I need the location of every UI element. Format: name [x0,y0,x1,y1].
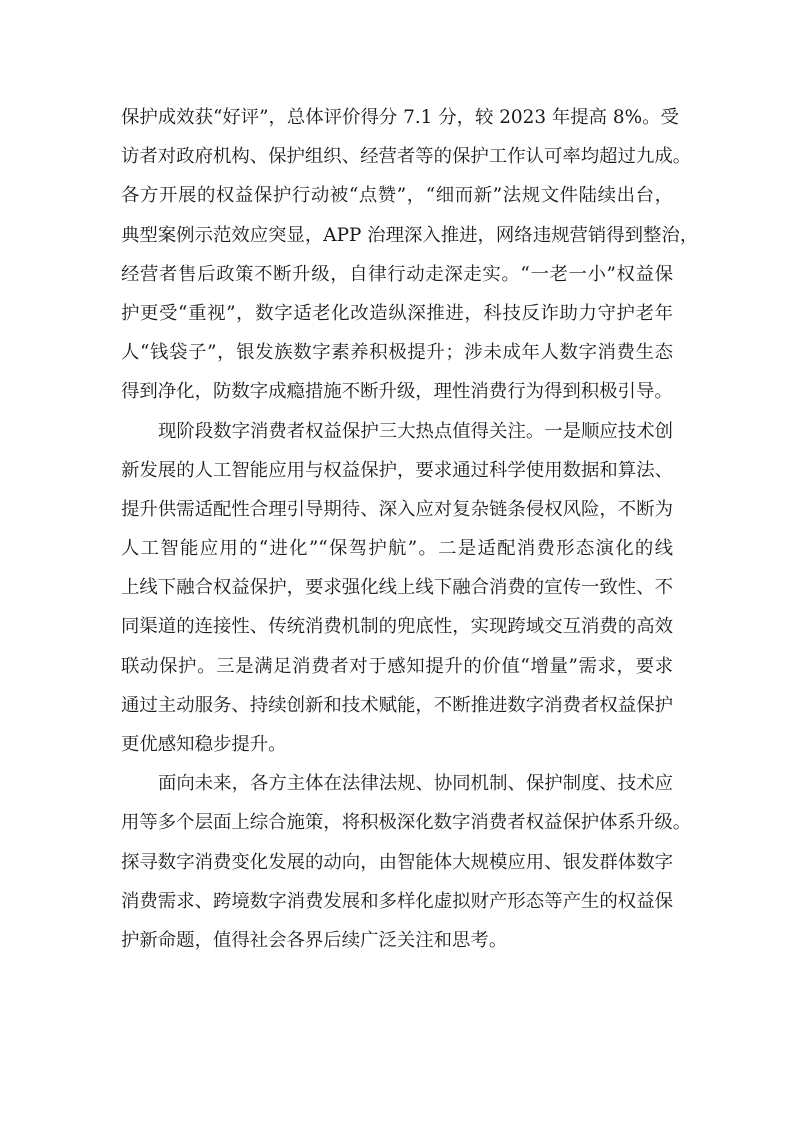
paragraph-2 [121,412,673,765]
text-line: 护新命题，值得社会各界后续广泛关注和思考。 [121,929,508,951]
text-line: 提升供需适配性合理引导期待、深入应对复杂链条侵权风险，不断为 [121,498,673,520]
body-text [121,98,699,960]
text-line: 得到净化，防数字成瘾措施不断升级，理性消费行为得到积极引导。 [121,381,673,403]
text-line: 用等多个层面上综合施策，将积极深化数字消费者权益保护体系升级。 [121,812,692,834]
text-line: 经营者售后政策不断升级，自律行动走深走实。“一老一小”权益保 [121,263,673,285]
text-line: 典型案例示范效应突显，APP 治理深入推进，网络违规营销得到整治， [121,224,699,246]
text-line: 通过主动服务、持续创新和技术赋能，不断推进数字消费者权益保护 [121,694,673,716]
text-line: 联动保护。三是满足消费者对于感知提升的价值“增量”需求，要求 [121,655,673,677]
text-line: 探寻数字消费变化发展的动向，由智能体大规模应用、银发群体数字 [121,851,673,873]
text-line: 同渠道的连接性、传统消费机制的兜底性，实现跨域交互消费的高效 [121,616,673,638]
text-line: 现阶段数字消费者权益保护三大热点值得关注。一是顺应技术创 [158,420,673,442]
paragraph-3 [121,764,692,960]
text-line: 人“钱袋子”，银发族数字素养积极提升；涉未成年人数字消费生态 [121,342,673,364]
text-line: 面向未来，各方主体在法律法规、协同机制、保护制度、技术应 [158,773,673,795]
text-line: 各方开展的权益保护行动被“点赞”，“细而新”法规文件陆续出台， [121,185,673,207]
text-line: 上线下融合权益保护，要求强化线上线下融合消费的宣传一致性、不 [121,577,673,599]
text-line: 保护成效获“好评”，总体评价得分 7.1 分，较 2023 年提高 8%。受 [121,107,679,128]
text-line: 人工智能应用的“进化”“保驾护航”。二是适配消费形态演化的线 [121,538,673,560]
paragraph-1 [121,98,699,412]
text-line: 消费需求、跨境数字消费发展和多样化虚拟财产形态等产生的权益保 [121,890,673,912]
text-line: 访者对政府机构、保护组织、经营者等的保护工作认可率均超过九成。 [121,146,692,168]
text-line: 更优感知稳步提升。 [121,734,287,755]
text-line: 护更受“重视”，数字适老化改造纵深推进，科技反诈助力守护老年 [121,302,673,324]
text-line: 新发展的人工智能应用与权益保护，要求通过科学使用数据和算法、 [121,459,673,481]
